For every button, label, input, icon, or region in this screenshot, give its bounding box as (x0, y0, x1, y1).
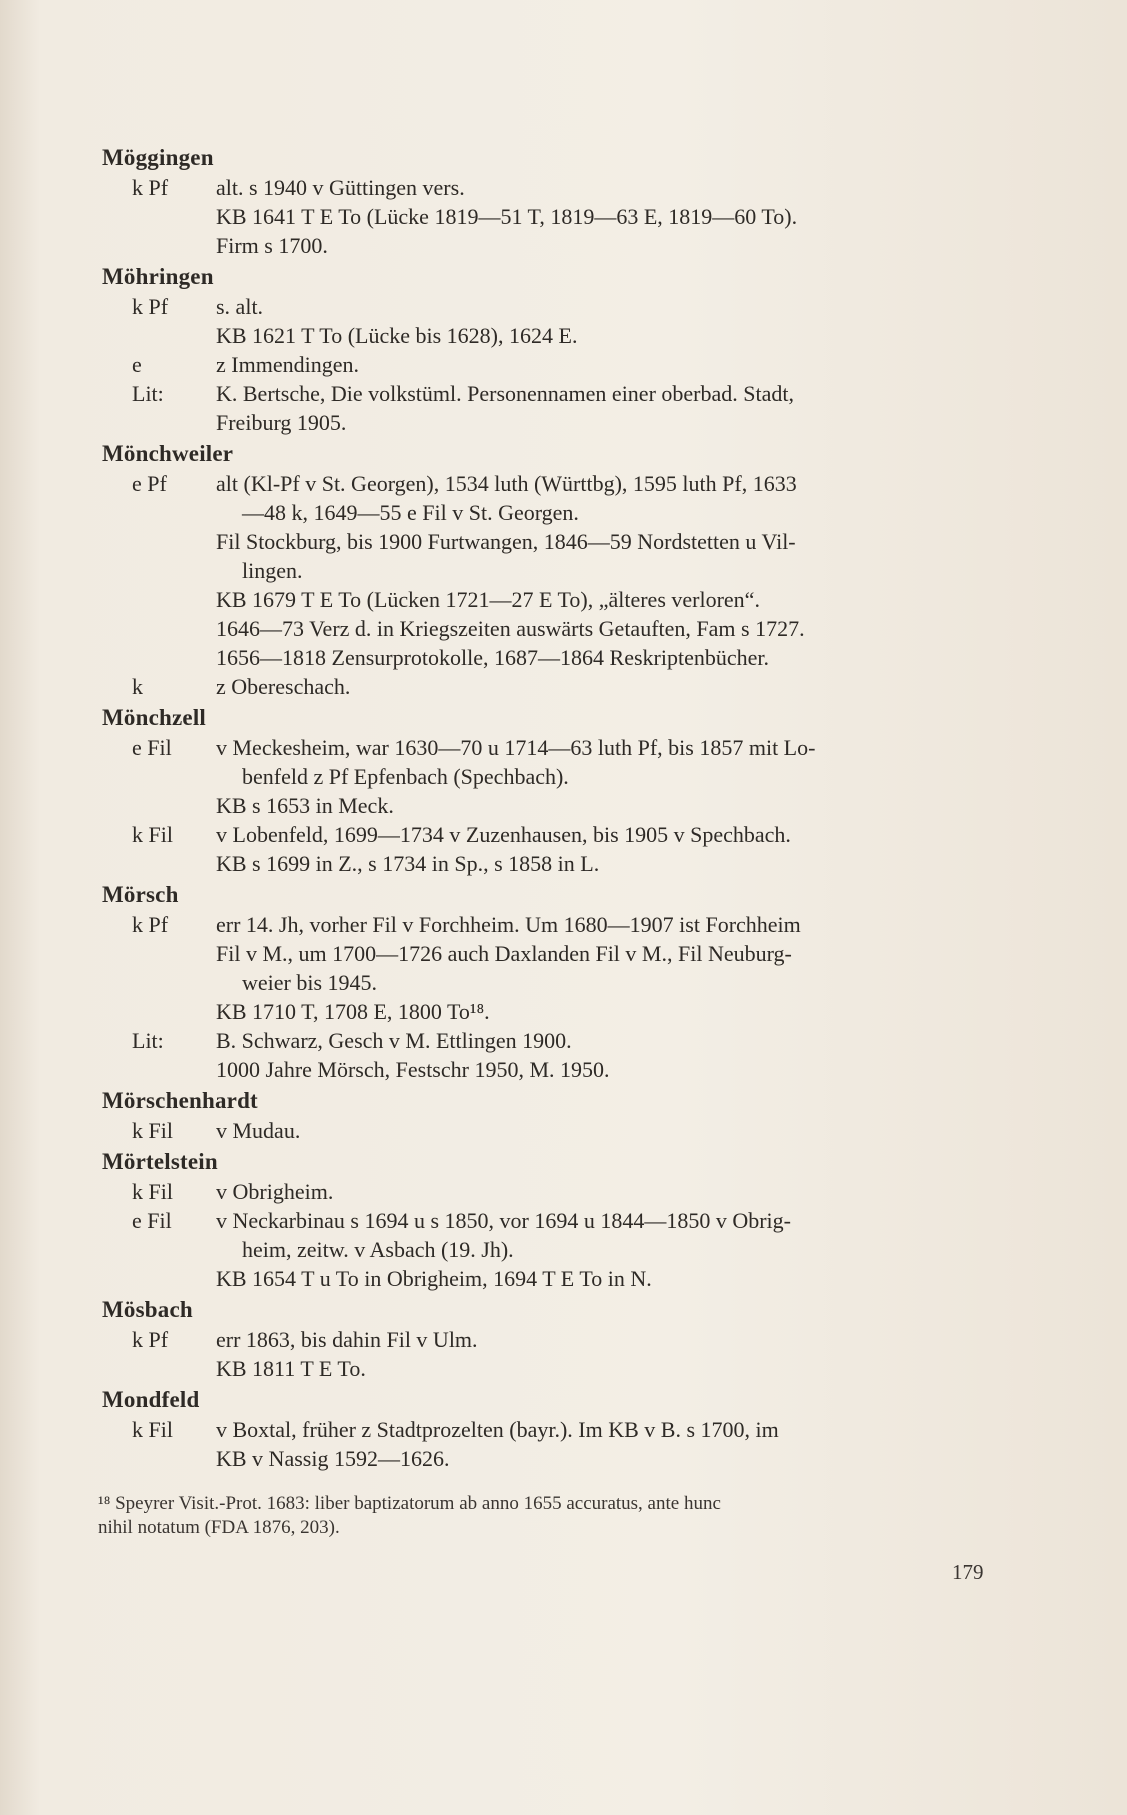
place-name: Mönchweiler (102, 441, 234, 466)
entry-text (216, 292, 1012, 350)
place-entry (102, 1086, 1012, 1145)
entry-row (102, 173, 1012, 260)
footnote-line: ¹⁸ Speyrer Visit.-Prot. 1683: liber baptizatorum ab anno 1655 accuratus, ante hunc (98, 1493, 721, 1514)
denomination-code: e Pf (132, 471, 167, 496)
place-entry (102, 143, 1012, 260)
entry-row (102, 469, 1012, 672)
entry-row (102, 910, 1012, 1026)
entry-text (216, 1177, 1012, 1206)
text-line: 1656—1818 Zensurprotokolle, 1687—1864 Reskriptenbücher. (216, 645, 769, 670)
place-name: Mönchzell (102, 705, 206, 730)
text-line: s. alt. (216, 294, 264, 319)
entry-text (216, 350, 1012, 379)
place-entry (102, 439, 1012, 701)
place-name: Mörsch (102, 882, 179, 907)
text-line: KB 1710 T, 1708 E, 1800 To¹⁸. (216, 999, 490, 1024)
entry-text (216, 1026, 1012, 1084)
place-name: Mösbach (102, 1297, 193, 1322)
text-line: weier bis 1945. (242, 970, 378, 995)
denomination-code: e (132, 352, 142, 377)
place-entry (102, 1147, 1012, 1293)
entry-row (102, 292, 1012, 350)
place-name: Möggingen (102, 145, 214, 170)
denomination-code: k Pf (132, 1327, 169, 1352)
text-line: v Obrigheim. (216, 1179, 334, 1204)
text-line: z Immendingen. (216, 352, 359, 377)
denomination-code: k Pf (132, 175, 169, 200)
text-line: KB 1621 T To (Lücke bis 1628), 1624 E. (216, 323, 578, 348)
text-line: Freiburg 1905. (216, 410, 347, 435)
text-line: KB 1654 T u To in Obrigheim, 1694 T E To in N. (216, 1266, 652, 1291)
text-line: Fil v M., um 1700—1726 auch Daxlanden Fil v M., Fil Neuburg- (216, 941, 792, 966)
footnote (98, 1492, 998, 1540)
denomination-code: k Pf (132, 912, 169, 937)
text-line: v Neckarbinau s 1694 u s 1850, vor 1694 u 1844—1850 v Obrig- (216, 1208, 791, 1233)
text-line: 1646—73 Verz d. in Kriegszeiten auswärts Getauften, Fam s 1727. (216, 616, 805, 641)
entry-row (102, 379, 1012, 437)
text-line: Firm s 1700. (216, 233, 328, 258)
place-entry (102, 880, 1012, 1084)
text-line: heim, zeitw. v Asbach (19. Jh). (242, 1237, 514, 1262)
denomination-code: e Fil (132, 735, 172, 760)
place-entry (102, 703, 1012, 878)
denomination-code: k (132, 674, 143, 699)
entry-row (102, 1116, 1012, 1145)
denomination-code: k Fil (132, 822, 173, 847)
denomination-code: k Fil (132, 1118, 173, 1143)
text-line: KB s 1699 in Z., s 1734 in Sp., s 1858 in L. (216, 851, 600, 876)
text-line: —48 k, 1649—55 e Fil v St. Georgen. (242, 500, 579, 525)
entry-text (216, 733, 1012, 820)
text-line: KB 1641 T E To (Lücke 1819—51 T, 1819—63 E, 1819—60 To). (216, 204, 798, 229)
denomination-code: k Fil (132, 1179, 173, 1204)
text-line: v Meckesheim, war 1630—70 u 1714—63 luth Pf, bis 1857 mit Lo- (216, 735, 816, 760)
entry-text (216, 1206, 1012, 1293)
denomination-code: k Fil (132, 1417, 173, 1442)
denomination-code: k Pf (132, 294, 169, 319)
text-line: K. Bertsche, Die volkstüml. Personennamen einer oberbad. Stadt, (216, 381, 794, 406)
entry-row (102, 733, 1012, 820)
entry-text (216, 672, 1012, 701)
entry-row (102, 1026, 1012, 1084)
entry-text (216, 910, 1012, 1026)
text-line: 1000 Jahre Mörsch, Festschr 1950, M. 1950. (216, 1057, 610, 1082)
text-line: B. Schwarz, Gesch v M. Ettlingen 1900. (216, 1028, 572, 1053)
footnote-line: nihil notatum (FDA 1876, 203). (98, 1517, 340, 1538)
denomination-code: Lit: (132, 381, 164, 406)
entry-row (102, 820, 1012, 878)
text-line: lingen. (242, 558, 303, 583)
entry-text (216, 820, 1012, 878)
entry-row (102, 1325, 1012, 1383)
text-line: err 14. Jh, vorher Fil v Forchheim. Um 1680—1907 ist Forchheim (216, 912, 801, 937)
text-line: benfeld z Pf Epfenbach (Spechbach). (242, 764, 569, 789)
entry-text (216, 469, 1012, 672)
text-line: v Boxtal, früher z Stadtprozelten (bayr.). Im KB v B. s 1700, im (216, 1417, 779, 1442)
entry-row (102, 1415, 1012, 1473)
text-line: alt. s 1940 v Güttingen vers. (216, 175, 465, 200)
text-line: alt (Kl-Pf v St. Georgen), 1534 luth (Württbg), 1595 luth Pf, 1633 (216, 471, 797, 496)
place-entry (102, 1385, 1012, 1473)
entry-text (216, 173, 1012, 260)
place-name: Mörtelstein (102, 1149, 218, 1174)
page-number: 179 (952, 1560, 984, 1584)
text-line: KB v Nassig 1592—1626. (216, 1446, 450, 1471)
place-name: Mondfeld (102, 1387, 200, 1412)
gazetteer-entries (102, 143, 1012, 1475)
entry-row (102, 350, 1012, 379)
text-line: Fil Stockburg, bis 1900 Furtwangen, 1846—59 Nordstetten u Vil- (216, 529, 796, 554)
text-line: err 1863, bis dahin Fil v Ulm. (216, 1327, 478, 1352)
denomination-code: Lit: (132, 1028, 164, 1053)
entry-row (102, 1206, 1012, 1293)
entry-text (216, 1325, 1012, 1383)
place-entry (102, 262, 1012, 437)
text-line: v Lobenfeld, 1699—1734 v Zuzenhausen, bis 1905 v Spechbach. (216, 822, 791, 847)
entry-row (102, 672, 1012, 701)
text-line: KB 1811 T E To. (216, 1356, 366, 1381)
entry-row (102, 1177, 1012, 1206)
place-entry (102, 1295, 1012, 1383)
text-line: v Mudau. (216, 1118, 301, 1143)
entry-text (216, 1116, 1012, 1145)
text-line: KB 1679 T E To (Lücken 1721—27 E To), „älteres verloren“. (216, 587, 760, 612)
entry-text (216, 1415, 1012, 1473)
text-line: KB s 1653 in Meck. (216, 793, 394, 818)
text-line: z Obereschach. (216, 674, 351, 699)
place-name: Mörschenhardt (102, 1088, 258, 1113)
denomination-code: e Fil (132, 1208, 172, 1233)
entry-text (216, 379, 1012, 437)
place-name: Möhringen (102, 264, 214, 289)
